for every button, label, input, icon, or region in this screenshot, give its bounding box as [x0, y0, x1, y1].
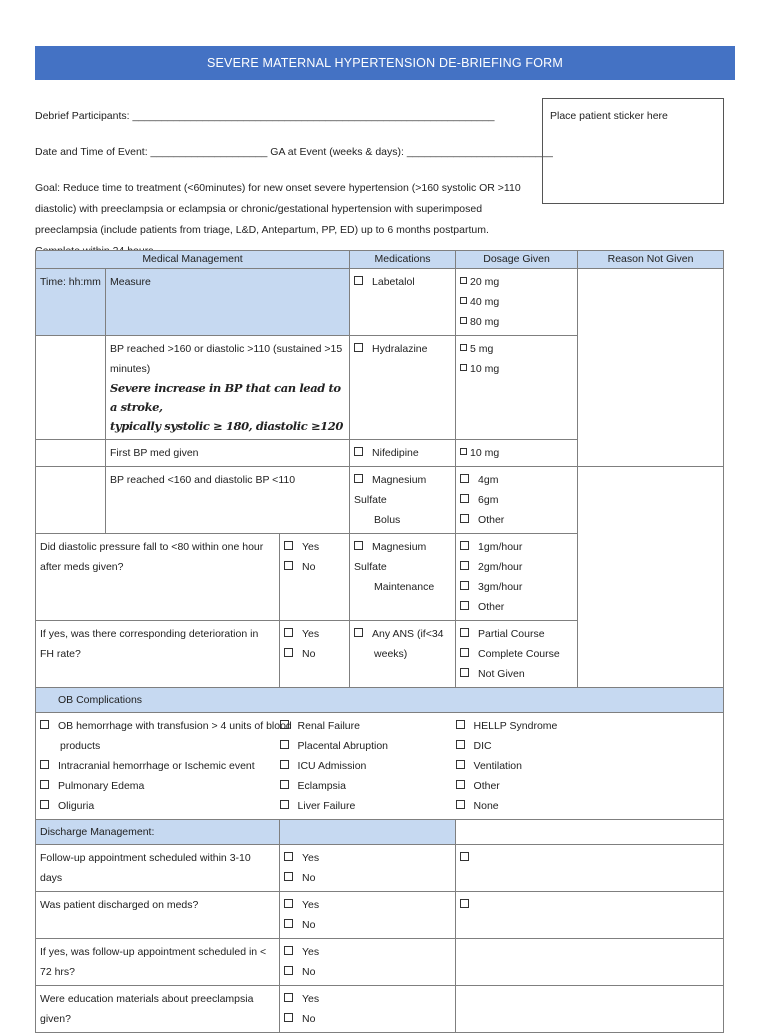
72hr-answer[interactable]: Yes No: [280, 939, 456, 986]
reason-field-1[interactable]: [578, 269, 724, 467]
checkbox[interactable]: [460, 541, 469, 550]
diastolic-question: Did diastolic pressure fall to <80 within one hour after meds given?: [36, 534, 280, 621]
med-nifedipine[interactable]: Nifedipine: [350, 440, 456, 467]
checkbox-yes[interactable]: [284, 852, 293, 861]
checkbox[interactable]: [460, 317, 467, 324]
checkbox[interactable]: [460, 648, 469, 657]
stroke-warning-1: Severe increase in BP that can lead to a stroke,: [110, 381, 341, 414]
checkbox[interactable]: [354, 474, 363, 483]
checkbox-yes[interactable]: [284, 946, 293, 955]
header-dosage: Dosage Given: [456, 251, 578, 269]
checkbox[interactable]: [460, 494, 469, 503]
checkbox[interactable]: [456, 800, 465, 809]
goal-text: Goal: Reduce time to treatment (<60minutes) for new onset severe hypertension (>160 systolic OR >110 diastolic) with preeclampsia or eclampsia or chronic/gestational hypertension with superimposed preeclampsia (include patients from triage, L&D, Antepartum, PP, ED) up to 6 months postpartum.: [35, 182, 521, 236]
checkbox-yes[interactable]: [284, 541, 293, 550]
reason-field-2[interactable]: [578, 467, 724, 688]
debrief-table: [35, 250, 724, 1033]
header-medical-management: Medical Management: [36, 251, 350, 269]
followup-question: Follow-up appointment scheduled within 3-10 days: [36, 845, 280, 892]
checkbox[interactable]: [456, 760, 465, 769]
checkbox[interactable]: [460, 852, 469, 861]
header-reason: Reason Not Given: [578, 251, 724, 269]
patient-sticker-box: [542, 98, 724, 204]
checkbox[interactable]: [460, 297, 467, 304]
checkbox[interactable]: [354, 628, 363, 637]
ob-col-1: OB hemorrhage with transfusion > 4 units of blood products Intracranial hemorrhage or Ischemic event Pulmonary Edema Oliguria: [36, 713, 350, 820]
checkbox[interactable]: [456, 740, 465, 749]
checkbox-no[interactable]: [284, 561, 293, 570]
time-field-2[interactable]: [36, 440, 106, 467]
education-extra: [456, 986, 724, 1033]
checkbox[interactable]: [280, 760, 289, 769]
checkbox[interactable]: [460, 514, 469, 523]
education-answer[interactable]: Yes No: [280, 986, 456, 1033]
checkbox[interactable]: [354, 447, 363, 456]
discharge-header-right: [456, 820, 724, 845]
checkbox[interactable]: [460, 581, 469, 590]
checkbox[interactable]: [40, 780, 49, 789]
checkbox[interactable]: [460, 448, 467, 455]
checkbox[interactable]: [280, 780, 289, 789]
diastolic-answer[interactable]: Yes No: [280, 534, 350, 621]
dose-hydralazine[interactable]: 5 mg 10 mg: [456, 336, 578, 440]
meds-answer[interactable]: Yes No: [280, 892, 456, 939]
ob-complications-header: OB Complications: [36, 688, 724, 713]
header-medications: Medications: [350, 251, 456, 269]
checkbox[interactable]: [280, 800, 289, 809]
72hr-extra: [456, 939, 724, 986]
time-field-3[interactable]: [36, 467, 106, 534]
checkbox-no[interactable]: [284, 966, 293, 975]
stroke-warning-2: typically systolic ≥ 180, diastolic ≥120: [110, 419, 343, 433]
med-hydralazine[interactable]: Hydralazine: [350, 336, 456, 440]
checkbox-no[interactable]: [284, 919, 293, 928]
discharge-header: Discharge Management:: [36, 820, 280, 845]
dose-labetalol[interactable]: 20 mg 40 mg 80 mg: [456, 269, 578, 336]
checkbox[interactable]: [40, 760, 49, 769]
72hr-question: If yes, was follow-up appointment scheduled in < 72 hrs?: [36, 939, 280, 986]
fh-answer[interactable]: Yes No: [280, 621, 350, 688]
checkbox[interactable]: [456, 720, 465, 729]
sticker-label: Place patient sticker here: [550, 110, 668, 122]
bp-below-label: BP reached <160 and diastolic BP <110: [106, 467, 350, 534]
dose-ans[interactable]: Partial Course Complete Course Not Given: [456, 621, 578, 688]
checkbox[interactable]: [460, 668, 469, 677]
ob-col-2: Renal Failure Placental Abruption ICU Admission Eclampsia Liver Failure HELLP Syndrome DIC Ventilation Other None: [350, 713, 578, 820]
checkbox[interactable]: [460, 628, 469, 637]
dose-nifedipine[interactable]: 10 mg: [456, 440, 578, 467]
checkbox-no[interactable]: [284, 872, 293, 881]
checkbox[interactable]: [460, 601, 469, 610]
checkbox[interactable]: [354, 276, 363, 285]
checkbox[interactable]: [460, 344, 467, 351]
form-title: SEVERE MATERNAL HYPERTENSION DE-BRIEFING FORM: [35, 46, 735, 80]
checkbox[interactable]: [280, 740, 289, 749]
participants-line[interactable]: Debrief Participants: ______________________________________________________________: [35, 110, 495, 122]
checkbox[interactable]: [460, 561, 469, 570]
datetime-line[interactable]: Date and Time of Event: ____________________ GA at Event (weeks & days): _________________________: [35, 146, 553, 158]
checkbox[interactable]: [280, 720, 289, 729]
first-bp-med-label: First BP med given: [106, 440, 350, 467]
checkbox-yes[interactable]: [284, 993, 293, 1002]
fh-question: If yes, was there corresponding deterioration in FH rate?: [36, 621, 280, 688]
med-mag-bolus[interactable]: Magnesium Sulfate Bolus: [350, 467, 456, 534]
meds-question: Was patient discharged on meds?: [36, 892, 280, 939]
checkbox-no[interactable]: [284, 648, 293, 657]
checkbox[interactable]: [460, 277, 467, 284]
checkbox-yes[interactable]: [284, 628, 293, 637]
med-ans[interactable]: Any ANS (if<34 weeks): [350, 621, 456, 688]
time-field-1[interactable]: [36, 336, 106, 440]
bp-reached-cell: BP reached >160 or diastolic >110 (sustained >15 minutes) Severe increase in BP that can lead to a stroke, typically systolic ≥ 180, diastolic ≥120: [106, 336, 350, 440]
checkbox[interactable]: [40, 720, 49, 729]
checkbox[interactable]: [460, 474, 469, 483]
checkbox[interactable]: [354, 343, 363, 352]
med-labetalol[interactable]: Labetalol: [350, 269, 456, 336]
meds-extra[interactable]: [456, 892, 724, 939]
checkbox-yes[interactable]: [284, 899, 293, 908]
checkbox[interactable]: [40, 800, 49, 809]
followup-answer[interactable]: Yes No: [280, 845, 456, 892]
discharge-header-blank: [280, 820, 456, 845]
checkbox[interactable]: [456, 780, 465, 789]
education-question: Were education materials about preeclampsia given?: [36, 986, 280, 1033]
dose-mag-bolus[interactable]: 4gm 6gm Other: [456, 467, 578, 534]
checkbox[interactable]: [460, 364, 467, 371]
time-label: Time: hh:mm: [36, 269, 106, 336]
checkbox[interactable]: [354, 541, 363, 550]
measure-label: Measure: [106, 269, 350, 336]
checkbox[interactable]: [460, 899, 469, 908]
dose-mag-maintenance[interactable]: 1gm/hour 2gm/hour 3gm/hour Other: [456, 534, 578, 621]
followup-extra[interactable]: [456, 845, 724, 892]
checkbox-no[interactable]: [284, 1013, 293, 1022]
med-mag-maintenance[interactable]: Magnesium Sulfate Maintenance: [350, 534, 456, 621]
